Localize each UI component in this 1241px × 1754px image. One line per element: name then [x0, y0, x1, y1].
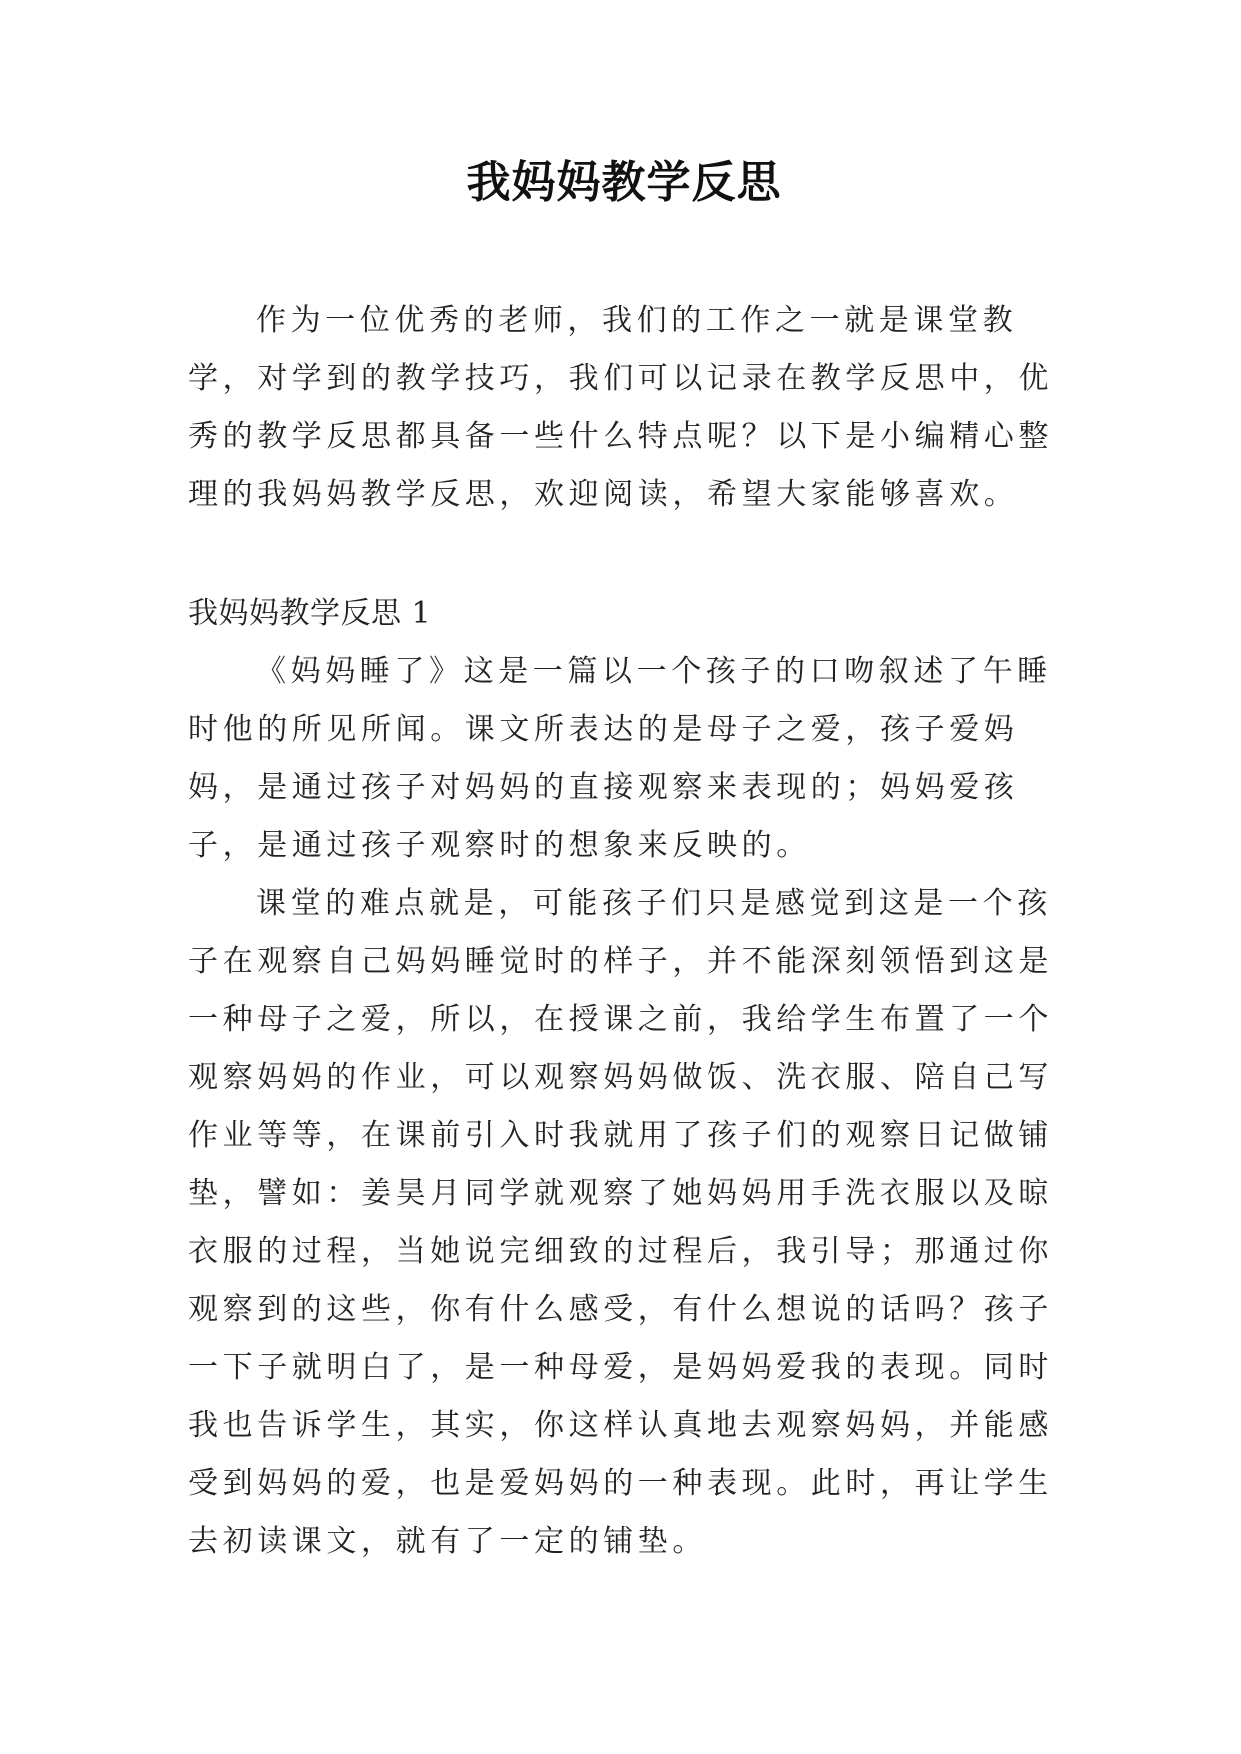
body-paragraph: 《妈妈睡了》这是一篇以一个孩子的口吻叙述了午睡时他的所见所闻。课文所表达的是母子之爱，孩子爱妈妈，是通过孩子对妈妈的直接观察来表现的；妈妈爱孩子，是通过孩子观察时的想象来反映的。 [188, 654, 1052, 863]
section-heading: 我妈妈教学反思 1 [188, 596, 432, 631]
body-paragraph: 课堂的难点就是，可能孩子们只是感觉到这是一个孩子在观察自己妈妈睡觉时的样子，并不能深刻领悟到这是一种母子之爱，所以，在授课之前，我给学生布置了一个观察妈妈的作业，可以观察妈妈做饭、洗衣服、陪自己写作业等等，在课前引入时我就用了孩子们的观察日记做铺垫，譬如：姜昊月同学就观察了她妈妈用手洗衣服以及晾衣服的过程，当她说完细致的过程后，我引导；那通过你观察到的这些，你有什么感受，有什么想说的话吗？孩子一下子就明白了，是一种母爱，是妈妈爱我的表现。同时我也告诉学生，其实，你这样认真地去观察妈妈，并能感受到妈妈的爱，也是爱妈妈的一种表现。此时，再让学生去初读课文，就有了一定的铺垫。 [188, 886, 1053, 1559]
intro-block [188, 292, 1060, 524]
section-1 [188, 585, 1060, 1571]
document-title: 我妈妈教学反思 [466, 157, 782, 208]
intro-paragraph: 作为一位优秀的老师，我们的工作之一就是课堂教学，对学到的教学技巧，我们可以记录在教学反思中，优秀的教学反思都具备一些什么特点呢？以下是小编精心整理的我妈妈教学反思，欢迎阅读，希望大家能够喜欢。 [188, 303, 1053, 512]
